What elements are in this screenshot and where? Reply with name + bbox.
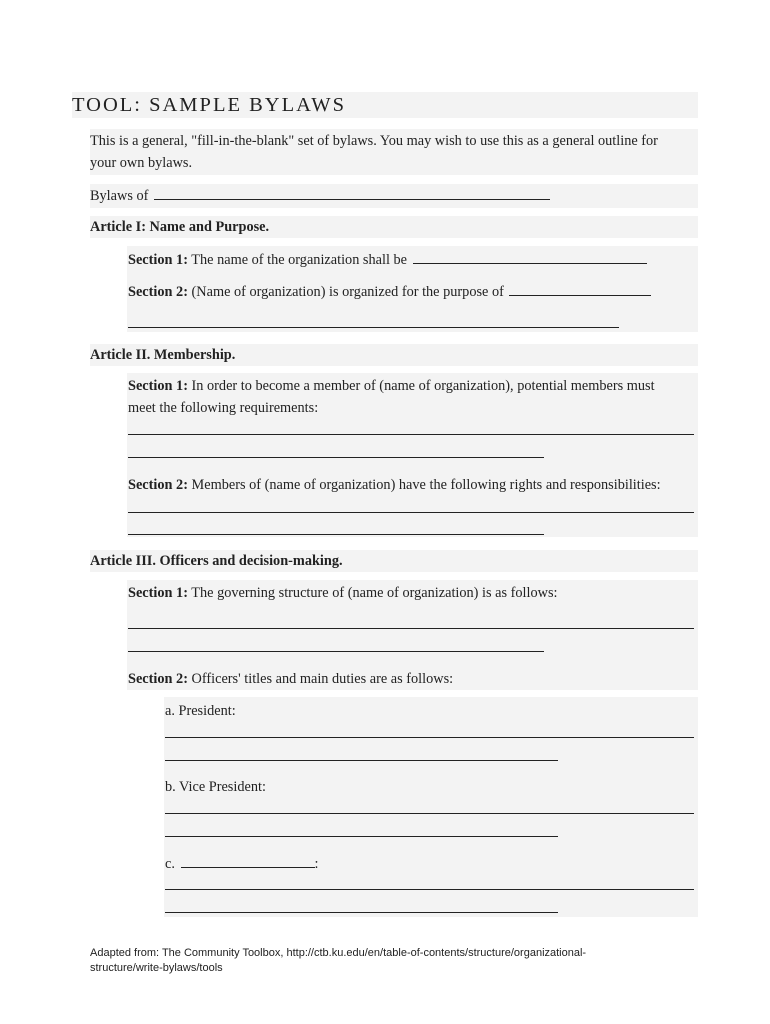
governing-structure-line-2[interactable] <box>128 651 544 652</box>
intro-line-1: This is a general, "fill-in-the-blank" set of bylaws. You may wish to use this as a general outline for <box>90 133 658 149</box>
article-2-section-1-text: In order to become a member of (name of organization), potential members must <box>187 378 655 394</box>
document-title: TOOL: SAMPLE BYLAWS <box>72 92 698 118</box>
article-2-section-1-line-1 <box>128 375 655 397</box>
article-3-section-1-label: Section 1: <box>128 585 188 601</box>
governing-structure-line-1[interactable] <box>128 628 694 629</box>
article-2-heading: Article II. Membership. <box>90 347 236 363</box>
footer-line-1: Adapted from: The Community Toolbox, http://ctb.ku.edu/en/table-of-contents/structure/organizational- <box>90 947 587 959</box>
article-3-section-2 <box>128 668 453 690</box>
membership-requirements-line-1[interactable] <box>128 434 694 435</box>
officer-c-duties-line-2[interactable] <box>165 912 558 913</box>
bylaws-of-row <box>90 184 550 207</box>
officer-c-prefix: c. <box>165 856 175 872</box>
officer-c-duties-line-1[interactable] <box>165 889 694 890</box>
footer-citation <box>90 946 690 976</box>
article-2-section-1-line-2: meet the following requirements: <box>128 400 319 416</box>
article-1-section-1-label: Section 1: <box>128 252 188 268</box>
article-1-heading: Article I: Name and Purpose. <box>90 219 270 235</box>
member-rights-line-2[interactable] <box>128 534 544 535</box>
intro-line-2: your own bylaws. <box>90 155 193 171</box>
organization-name-blank[interactable] <box>154 184 550 200</box>
membership-requirements-line-2[interactable] <box>128 457 544 458</box>
president-duties-line-2[interactable] <box>165 760 558 761</box>
officers-block <box>164 697 698 917</box>
article-3-section-1 <box>128 582 557 604</box>
officer-c-suffix: : <box>314 856 319 872</box>
article-1-section-1-text: The name of the organization shall be <box>187 252 407 268</box>
vice-president-duties-line-1[interactable] <box>165 813 694 814</box>
article-2-section-2-text: Members of (name of organization) have the following rights and responsibilities: <box>187 477 661 493</box>
vice-president-duties-line-2[interactable] <box>165 836 558 837</box>
article-1-section-2 <box>128 280 651 303</box>
organization-name-field[interactable] <box>413 248 647 264</box>
article-3-section-2-label: Section 2: <box>128 671 188 687</box>
article-3-section-1-text: The governing structure of (name of organization) is as follows: <box>187 585 558 601</box>
article-2-section-1-label: Section 1: <box>128 378 188 394</box>
officer-c-row <box>165 852 318 875</box>
purpose-field[interactable] <box>509 280 651 296</box>
purpose-continuation-line[interactable] <box>128 327 619 328</box>
article-3-heading: Article III. Officers and decision-making. <box>90 553 343 569</box>
officer-c-title-field[interactable] <box>181 852 315 868</box>
article-3-section-2-text: Officers' titles and main duties are as follows: <box>187 671 454 687</box>
footer-line-2: structure/write-bylaws/tools <box>90 962 223 974</box>
bylaws-of-label: Bylaws of <box>90 188 149 204</box>
article-1-section-1 <box>128 248 647 271</box>
article-2-section-2-label: Section 2: <box>128 477 188 493</box>
president-duties-line-1[interactable] <box>165 737 694 738</box>
officer-b-label: b. Vice President: <box>165 779 266 795</box>
article-1-section-2-label: Section 2: <box>128 284 188 300</box>
officer-a-label: a. President: <box>165 703 236 719</box>
member-rights-line-1[interactable] <box>128 512 694 513</box>
article-1-section-2-text: (Name of organization) is organized for the purpose of <box>187 284 504 300</box>
article-2-section-2 <box>128 474 661 496</box>
